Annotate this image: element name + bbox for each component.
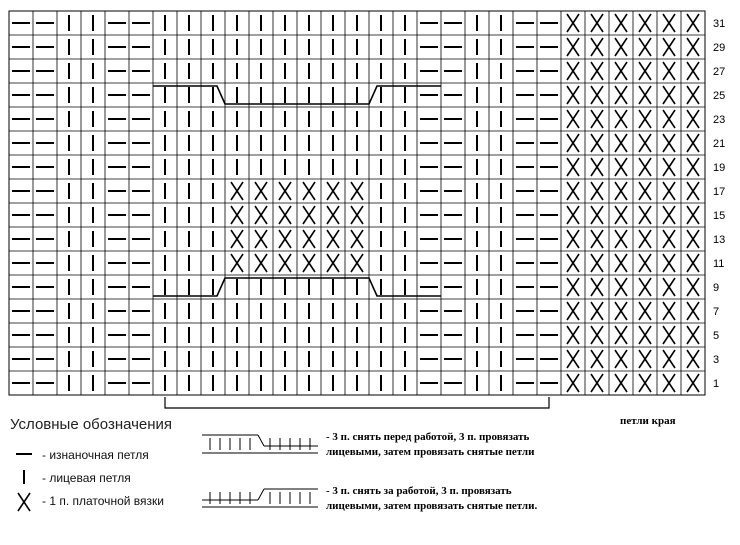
row-number-label: 1 bbox=[713, 378, 720, 390]
repeat-bracket bbox=[165, 397, 549, 408]
row-number-label: 7 bbox=[713, 306, 720, 318]
row-number-label: 25 bbox=[713, 90, 726, 102]
cable-back-symbol-icon bbox=[200, 484, 324, 510]
edge-stitches-label: петли края bbox=[620, 415, 676, 427]
cable-back-text-1: - 3 п. снять за работой, 3 п. провязать bbox=[326, 485, 512, 497]
garter-symbol-icon bbox=[14, 491, 34, 513]
cable-front-symbol-icon bbox=[200, 430, 324, 456]
row-number-label: 29 bbox=[713, 42, 726, 54]
row-number-label: 15 bbox=[713, 210, 726, 222]
row-number-label: 13 bbox=[713, 234, 726, 246]
cable-back-text-2: лицевыми, затем провязать снятые петли. bbox=[326, 500, 538, 512]
legend-knit-text: - лицевая петля bbox=[42, 471, 131, 485]
row-number-label: 17 bbox=[713, 186, 726, 198]
row-number-label: 3 bbox=[713, 354, 720, 366]
legend-purl-text: - изнаночная петля bbox=[42, 448, 149, 462]
purl-symbol-icon bbox=[14, 445, 34, 463]
row-number-label: 9 bbox=[713, 282, 720, 294]
row-number-label: 21 bbox=[713, 138, 726, 150]
row-number-label: 27 bbox=[713, 66, 726, 78]
row-number-label: 31 bbox=[713, 18, 726, 30]
cable-front-text-1: - 3 п. снять перед работой, 3 п. провязать bbox=[326, 431, 530, 443]
row-number-label: 19 bbox=[713, 162, 726, 174]
row-number-label: 23 bbox=[713, 114, 726, 126]
row-number-label: 5 bbox=[713, 330, 720, 342]
knit-symbol-icon bbox=[14, 468, 34, 486]
legend-title: Условные обозначения bbox=[10, 416, 173, 433]
row-number-label: 11 bbox=[713, 258, 725, 270]
cable-front-text-2: лицевыми, затем провязать снятые петли bbox=[326, 446, 535, 458]
legend-garter-text: - 1 п. платочной вязки bbox=[42, 494, 164, 508]
